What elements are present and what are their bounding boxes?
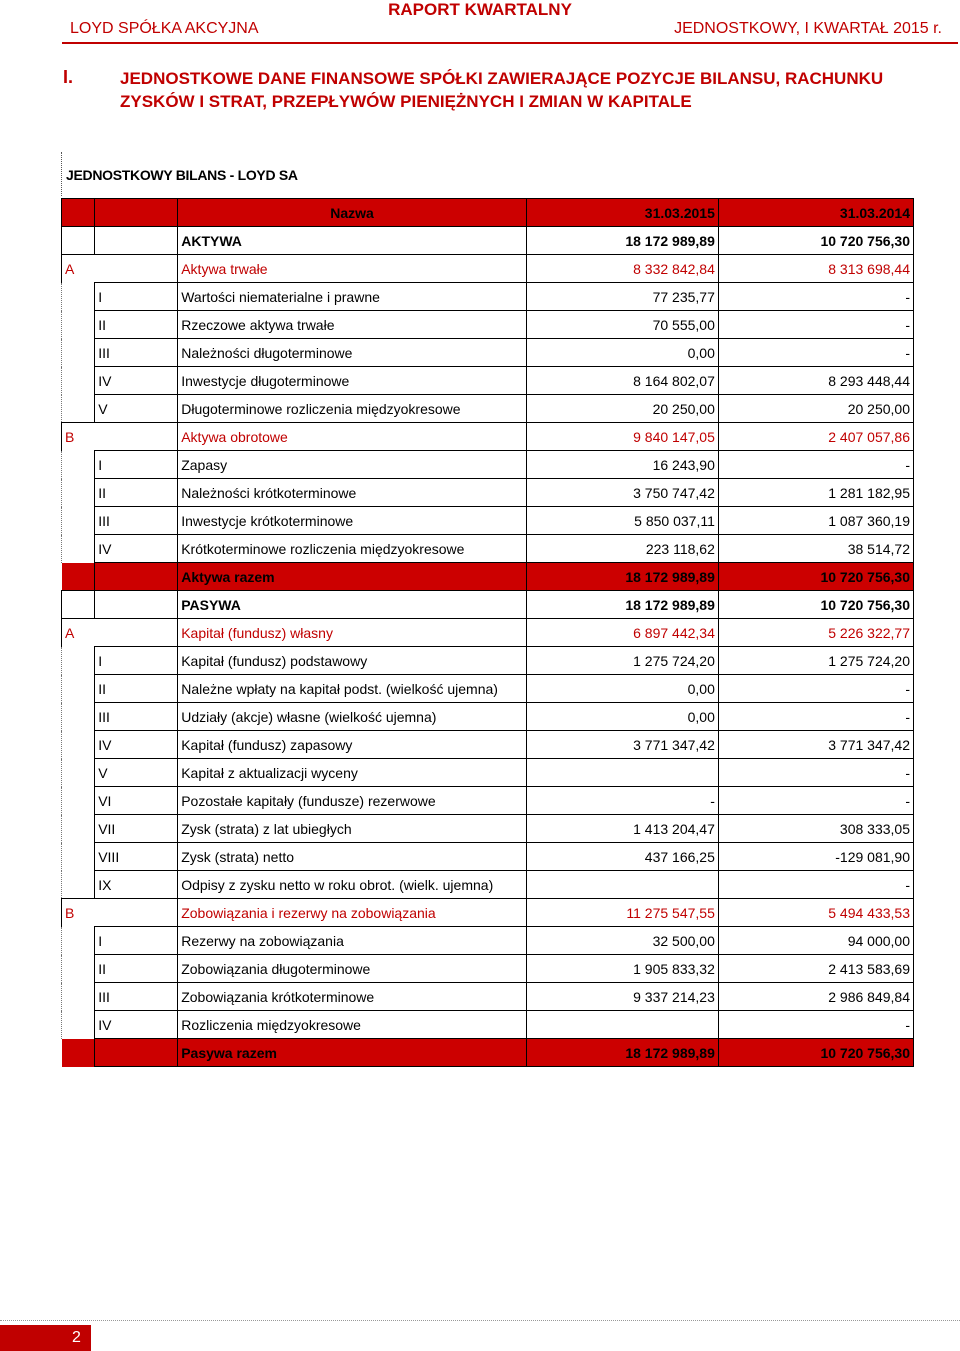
section-number: I. xyxy=(63,67,74,87)
row-roman-numeral: III xyxy=(95,983,178,1011)
column-header-2015: 31.03.2015 xyxy=(526,199,718,227)
row-section-letter xyxy=(62,675,95,703)
row-value-2015: 3 750 747,42 xyxy=(526,479,718,507)
company-name: LOYD SPÓŁKA AKCYJNA xyxy=(70,20,259,37)
row-section-letter xyxy=(62,759,95,787)
table-row xyxy=(62,843,914,871)
row-name: Inwestycje długoterminowe xyxy=(178,367,527,395)
row-section-letter xyxy=(62,451,95,479)
row-name: Pozostałe kapitały (fundusze) rezerwowe xyxy=(178,787,527,815)
table-row xyxy=(62,731,914,759)
row-section-letter xyxy=(62,731,95,759)
row-value-2014: -129 081,90 xyxy=(718,843,913,871)
row-roman-numeral xyxy=(95,563,178,591)
row-name: Kapitał (fundusz) własny xyxy=(178,619,527,647)
row-value-2015: 0,00 xyxy=(526,703,718,731)
row-section-letter xyxy=(62,1011,95,1039)
row-roman-numeral: IV xyxy=(95,535,178,563)
row-value-2014: - xyxy=(718,703,913,731)
row-value-2014: - xyxy=(718,759,913,787)
row-roman-numeral: VI xyxy=(95,787,178,815)
row-name: Zobowiązania i rezerwy na zobowiązania xyxy=(178,899,527,927)
row-value-2015: 16 243,90 xyxy=(526,451,718,479)
table-row xyxy=(62,283,914,311)
table-row xyxy=(62,787,914,815)
row-section-letter xyxy=(62,647,95,675)
table-row xyxy=(62,815,914,843)
row-value-2014: 10 720 756,30 xyxy=(718,591,913,619)
row-roman-numeral xyxy=(95,227,178,255)
row-name: AKTYWA xyxy=(178,227,527,255)
row-section-letter xyxy=(62,703,95,731)
row-value-2015: 5 850 037,11 xyxy=(526,507,718,535)
row-name: Kapitał z aktualizacji wyceny xyxy=(178,759,527,787)
row-name: Aktywa trwałe xyxy=(178,255,527,283)
row-roman-numeral: I xyxy=(95,927,178,955)
page-number: 2 xyxy=(72,1329,81,1346)
row-section-letter xyxy=(62,983,95,1011)
row-roman-numeral: IV xyxy=(95,1011,178,1039)
row-value-2014: - xyxy=(718,787,913,815)
table-header-row xyxy=(62,199,914,227)
row-name: PASYWA xyxy=(178,591,527,619)
row-value-2015: 32 500,00 xyxy=(526,927,718,955)
row-value-2015: 9 840 147,05 xyxy=(526,423,718,451)
table-row xyxy=(62,255,914,283)
row-roman-numeral: II xyxy=(95,311,178,339)
row-value-2014: - xyxy=(718,871,913,899)
row-roman-numeral: I xyxy=(95,647,178,675)
row-value-2014: - xyxy=(718,1011,913,1039)
row-name: Odpisy z zysku netto w roku obrot. (wielk. ujemna) xyxy=(178,871,527,899)
row-name: Aktywa obrotowe xyxy=(178,423,527,451)
row-roman-numeral: V xyxy=(95,395,178,423)
row-value-2015: 70 555,00 xyxy=(526,311,718,339)
row-value-2014: - xyxy=(718,451,913,479)
row-value-2015: 8 332 842,84 xyxy=(526,255,718,283)
row-value-2015 xyxy=(526,1011,718,1039)
row-section-letter: A xyxy=(62,619,95,647)
table-row xyxy=(62,507,914,535)
header-blank-cell xyxy=(62,199,95,227)
footer-dotted-line xyxy=(0,1320,960,1321)
row-name: Pasywa razem xyxy=(178,1039,527,1067)
balance-sheet-table xyxy=(61,198,914,1067)
row-value-2015: 1 905 833,32 xyxy=(526,955,718,983)
header-blank-cell xyxy=(95,199,178,227)
table-row xyxy=(62,871,914,899)
table-row xyxy=(62,619,914,647)
row-name: Aktywa razem xyxy=(178,563,527,591)
row-roman-numeral: IX xyxy=(95,871,178,899)
row-name: Zapasy xyxy=(178,451,527,479)
row-section-letter: B xyxy=(62,423,95,451)
row-value-2015: 18 172 989,89 xyxy=(526,563,718,591)
row-name: Zysk (strata) z lat ubiegłych xyxy=(178,815,527,843)
row-section-letter xyxy=(62,507,95,535)
table-row xyxy=(62,703,914,731)
column-header-2014: 31.03.2014 xyxy=(718,199,913,227)
row-value-2015 xyxy=(526,871,718,899)
row-section-letter xyxy=(62,591,95,619)
row-value-2014: 8 293 448,44 xyxy=(718,367,913,395)
row-value-2015: 6 897 442,34 xyxy=(526,619,718,647)
table-row xyxy=(62,535,914,563)
row-value-2015: 8 164 802,07 xyxy=(526,367,718,395)
row-section-letter xyxy=(62,955,95,983)
row-value-2014: 3 771 347,42 xyxy=(718,731,913,759)
table-row xyxy=(62,983,914,1011)
row-roman-numeral: IV xyxy=(95,367,178,395)
row-value-2014: 2 413 583,69 xyxy=(718,955,913,983)
row-name: Rozliczenia międzyokresowe xyxy=(178,1011,527,1039)
row-roman-numeral: III xyxy=(95,703,178,731)
row-name: Rezerwy na zobowiązania xyxy=(178,927,527,955)
row-name: Rzeczowe aktywa trwałe xyxy=(178,311,527,339)
row-value-2014: 10 720 756,30 xyxy=(718,227,913,255)
row-roman-numeral xyxy=(95,423,178,451)
row-roman-numeral: VII xyxy=(95,815,178,843)
row-roman-numeral: VIII xyxy=(95,843,178,871)
row-section-letter xyxy=(62,227,95,255)
table-row xyxy=(62,227,914,255)
row-value-2014: 5 494 433,53 xyxy=(718,899,913,927)
row-section-letter xyxy=(62,787,95,815)
row-section-letter xyxy=(62,395,95,423)
table-row xyxy=(62,451,914,479)
row-value-2014: 20 250,00 xyxy=(718,395,913,423)
row-value-2014: - xyxy=(718,339,913,367)
row-value-2015: 9 337 214,23 xyxy=(526,983,718,1011)
row-value-2014: 2 986 849,84 xyxy=(718,983,913,1011)
row-name: Należne wpłaty na kapitał podst. (wielkość ujemna) xyxy=(178,675,527,703)
row-name: Zysk (strata) netto xyxy=(178,843,527,871)
row-value-2014: - xyxy=(718,675,913,703)
row-roman-numeral: II xyxy=(95,479,178,507)
row-name: Zobowiązania długoterminowe xyxy=(178,955,527,983)
row-value-2015: 223 118,62 xyxy=(526,535,718,563)
row-roman-numeral: III xyxy=(95,339,178,367)
row-value-2015: 77 235,77 xyxy=(526,283,718,311)
row-value-2015: 1 275 724,20 xyxy=(526,647,718,675)
row-name: Długoterminowe rozliczenia międzyokresowe xyxy=(178,395,527,423)
row-section-letter xyxy=(62,339,95,367)
table-row xyxy=(62,927,914,955)
row-name: Krótkoterminowe rozliczenia międzyokresowe xyxy=(178,535,527,563)
row-roman-numeral: I xyxy=(95,283,178,311)
report-header-title: RAPORT KWARTALNY xyxy=(388,0,572,19)
margin-dotted-line xyxy=(61,152,62,196)
section-title: JEDNOSTKOWE DANE FINANSOWE SPÓŁKI ZAWIERAJĄCE POZYCJE BILANSU, RACHUNKU ZYSKÓW I STRAT, PRZEPŁYWÓW PIENIĘŻNYCH I ZMIAN W KAPITALE xyxy=(120,69,884,111)
row-value-2014: - xyxy=(718,283,913,311)
row-section-letter xyxy=(62,927,95,955)
table-row xyxy=(62,367,914,395)
row-section-letter xyxy=(62,311,95,339)
table-row xyxy=(62,591,914,619)
row-value-2015: 437 166,25 xyxy=(526,843,718,871)
row-section-letter xyxy=(62,479,95,507)
row-name: Kapitał (fundusz) zapasowy xyxy=(178,731,527,759)
table-row xyxy=(62,423,914,451)
row-name: Inwestycje krótkoterminowe xyxy=(178,507,527,535)
row-roman-numeral xyxy=(95,255,178,283)
row-roman-numeral: II xyxy=(95,675,178,703)
table-row xyxy=(62,339,914,367)
row-value-2015: 18 172 989,89 xyxy=(526,227,718,255)
row-roman-numeral xyxy=(95,619,178,647)
table-row xyxy=(62,311,914,339)
table-row xyxy=(62,899,914,927)
row-value-2014: 94 000,00 xyxy=(718,927,913,955)
row-section-letter xyxy=(62,843,95,871)
row-value-2014: 1 281 182,95 xyxy=(718,479,913,507)
row-roman-numeral: IV xyxy=(95,731,178,759)
row-roman-numeral xyxy=(95,591,178,619)
row-section-letter: A xyxy=(62,255,95,283)
row-value-2014: 10 720 756,30 xyxy=(718,563,913,591)
row-value-2014: 2 407 057,86 xyxy=(718,423,913,451)
row-section-letter xyxy=(62,1039,95,1067)
table-row xyxy=(62,675,914,703)
row-roman-numeral: V xyxy=(95,759,178,787)
row-roman-numeral: III xyxy=(95,507,178,535)
header-divider xyxy=(62,42,958,44)
row-value-2015: 0,00 xyxy=(526,675,718,703)
row-value-2015: 3 771 347,42 xyxy=(526,731,718,759)
row-value-2014: 8 313 698,44 xyxy=(718,255,913,283)
row-value-2014: - xyxy=(718,311,913,339)
row-roman-numeral: II xyxy=(95,955,178,983)
row-value-2015: 20 250,00 xyxy=(526,395,718,423)
row-value-2014: 10 720 756,30 xyxy=(718,1039,913,1067)
balance-sheet-title: JEDNOSTKOWY BILANS - LOYD SA xyxy=(66,167,298,183)
row-section-letter xyxy=(62,283,95,311)
row-value-2014: 38 514,72 xyxy=(718,535,913,563)
row-section-letter xyxy=(62,367,95,395)
row-name: Udziały (akcje) własne (wielkość ujemna) xyxy=(178,703,527,731)
table-row xyxy=(62,563,914,591)
row-name: Należności krótkoterminowe xyxy=(178,479,527,507)
table-row xyxy=(62,479,914,507)
row-value-2015: 18 172 989,89 xyxy=(526,1039,718,1067)
row-value-2015 xyxy=(526,759,718,787)
table-row xyxy=(62,395,914,423)
row-value-2015: 0,00 xyxy=(526,339,718,367)
row-value-2015: 1 413 204,47 xyxy=(526,815,718,843)
report-period: JEDNOSTKOWY, I KWARTAŁ 2015 r. xyxy=(674,20,942,37)
row-value-2014: 1 275 724,20 xyxy=(718,647,913,675)
table-row xyxy=(62,759,914,787)
row-name: Kapitał (fundusz) podstawowy xyxy=(178,647,527,675)
column-header-name: Nazwa xyxy=(178,199,527,227)
row-value-2015: 18 172 989,89 xyxy=(526,591,718,619)
row-section-letter xyxy=(62,815,95,843)
row-roman-numeral: I xyxy=(95,451,178,479)
row-section-letter xyxy=(62,563,95,591)
table-row xyxy=(62,955,914,983)
row-section-letter xyxy=(62,535,95,563)
row-roman-numeral xyxy=(95,899,178,927)
row-name: Wartości niematerialne i prawne xyxy=(178,283,527,311)
row-value-2014: 308 333,05 xyxy=(718,815,913,843)
row-value-2014: 1 087 360,19 xyxy=(718,507,913,535)
table-row xyxy=(62,647,914,675)
row-value-2015: 11 275 547,55 xyxy=(526,899,718,927)
row-value-2014: 5 226 322,77 xyxy=(718,619,913,647)
row-roman-numeral xyxy=(95,1039,178,1067)
row-name: Należności długoterminowe xyxy=(178,339,527,367)
table-row xyxy=(62,1011,914,1039)
table-row xyxy=(62,1039,914,1067)
row-section-letter xyxy=(62,871,95,899)
row-name: Zobowiązania krótkoterminowe xyxy=(178,983,527,1011)
row-value-2015: - xyxy=(526,787,718,815)
row-section-letter: B xyxy=(62,899,95,927)
